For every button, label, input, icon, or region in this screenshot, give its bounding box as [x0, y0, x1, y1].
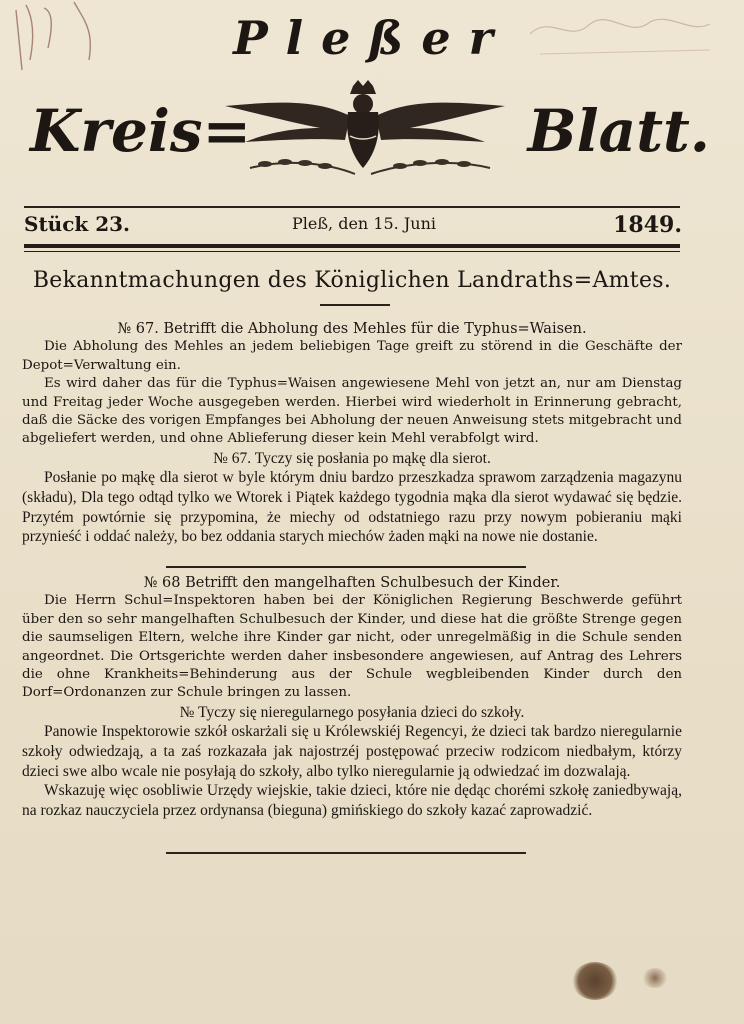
section-title: Bekanntmachungen des Königlichen Landraths=Amtes. [32, 268, 672, 293]
divider [24, 251, 680, 252]
notice-paragraph-de: Es wird daher das für die Typhus=Waisen angewiesene Mehl von jetzt an, nur am Dienstag und Freitag jeder Woche ausgegeben werden. Hierbei wird wiederholt in Erinnerung gebracht, daß die Säcke des vorigen Empfanges bei Abholung der neuen Anweisung stets mitgebracht und abgeliefert werden, und ohne Ablieferung dieser kein Mehl verabfolgt wird. [22, 376, 682, 447]
notice-heading: № 67. Betrifft die Abholung des Mehles für die Typhus=Waisen. [117, 321, 587, 337]
divider [24, 244, 680, 248]
notice-paragraph-pl: Panowie Inspektorowie szkół oskarżali się u Królewskiéj Regencyi, że dzieci tak bardzo nieregularnie szkoły odwiedzają, a ta zaś rozkazała jak najostrzéj postępować przeciw rodzicom niedbałym, którzy dzieci swe albo wcale nie posyłają do szkoły, albo tylko nieregularnie ją odwiedzać im dozwalają. [22, 723, 682, 780]
eagle-emblem-icon [220, 78, 510, 188]
notice-heading: № 68 Betrifft den mangelhaften Schulbesuch der Kinder. [143, 575, 561, 591]
notice-paragraph-de: Die Abholung des Mehles an jedem beliebigen Tage greift zu störend in die Geschäfte der Depot=Verwaltung ein. [22, 339, 682, 373]
masthead-plesser: Pleßer [233, 11, 511, 65]
notice-heading-pl: № Tyczy się nieregularnego posyłania dzieci do szkoły. [179, 703, 525, 721]
ink-stain [572, 962, 618, 1000]
issue-year: 1849. [613, 212, 682, 238]
divider [320, 304, 390, 306]
notice-paragraph-pl: Wskazuję więc osobliwie Urzędy wiejskie, takie dzieci, które nie dędąc chorémi szkołę zaniedbywają, na rozkaz nauczyciela przez ordynansa (bieguna) gmińskiego do szkoły kazać zaprowadzić. [22, 782, 682, 819]
notice-68 [22, 574, 682, 820]
ink-stain [642, 968, 668, 988]
notice-heading-pl: № 67. Tyczy się posłania po mąkę dla sierot. [213, 449, 491, 467]
issue-number: Stück 23. [24, 212, 131, 236]
notice-67 [22, 320, 682, 547]
masthead [20, 78, 720, 188]
masthead-blatt: Blatt. [527, 97, 710, 165]
divider [24, 206, 680, 208]
notice-paragraph-pl: Posłanie po mąkę dla sierot w byle którym dniu bardzo przeszkadza sprawom zarządzenia magazynu (składu), Dla tego odtąd tylko we Wtorek i Piątek każdego tygodnia mąka dla sierot wydawać się będzie. Przytém powtórnie się przypomina, że miechy od odstatniego razu przy nowym pobieraniu mąki przynieść i oddać należy, bo bez oddania starych miechów żaden mąki na nowe nie dostanie. [22, 469, 682, 546]
dateline [22, 212, 682, 242]
notice-paragraph-de: Die Herrn Schul=Inspektoren haben bei der Königlichen Regierung Beschwerde geführt über den so sehr mangelhaften Schulbesuch der Kinder, und diese hat die größte Strenge gegen die saumseligen Eltern, welche ihre Kinder gar nicht, oder unregelmäßig in die Schule senden angeordnet. Die Ortsgerichte werden daher insbesondere angewiesen, auf Antrag des Lehrers die ohne Krankheits=Behinderung aus der Schule wegbleibenden Kinder durch den Dorf=Ordonanzen zur Schule bringen zu lassen. [22, 593, 682, 701]
divider [166, 566, 526, 568]
masthead-kreis: Kreis= [30, 97, 252, 165]
place-date: Pleß, den 15. Juni [292, 214, 436, 233]
divider [166, 852, 526, 854]
